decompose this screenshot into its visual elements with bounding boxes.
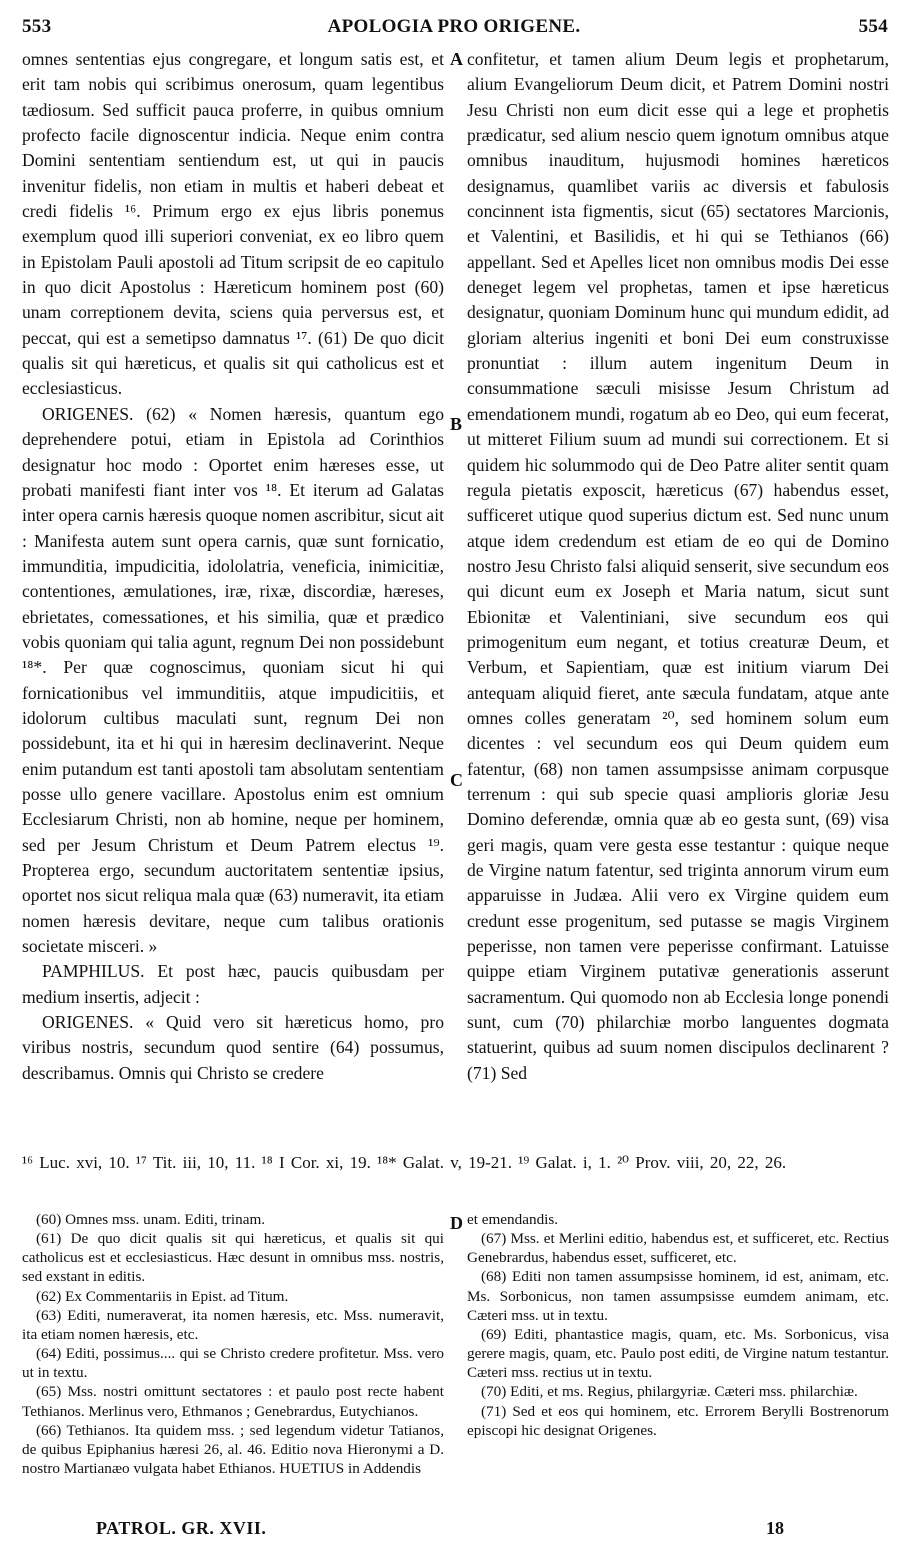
scripture-reference-line: ¹⁶ Luc. xvi, 10. ¹⁷ Tit. iii, 10, 11. ¹⁸ I Cor. xi, 19. ¹⁸* Galat. v, 19-21. ¹⁹ Galat. i, 1. ²⁰ Prov. viii, 20, 22, 26. xyxy=(22,1153,787,1172)
margin-letter: B xyxy=(450,414,463,434)
footnote: (66) Tethianos. Ita quidem mss. ; sed legendum videtur Tatianos, de quibus Epiphanius hæresi 26, al. 46. Editio nova Hieronymi a D. nostro Martianæo vulgata habet Ethianos. HUETIUS in Addendis xyxy=(22,1421,444,1478)
left-column xyxy=(22,47,444,1086)
paragraph: omnes sententias ejus congregare, et longum satis est, et erit tam nobis qui scribimus onerosum, quam legentibus tædiosum. Sed sufficit pauca proferre, in quibus omnium profecto facile dignoscentur indicia. Neque enim contra Domini sententiam sentiendum est, ut qui in paucis invenitur fidelis, non etiam in multis et haberi debeat et credi fidelis ¹⁶. Primum ergo ex ejus libris ponemus exemplum quod illi superiori conveniat, ex eo libro quem in Epistolam Pauli apostoli ad Titum scripsit de eo capitulo in quo dicit Apostolus : Hæreticum hominem post (60) unam correptionem devita, sciens quia perversus est, et peccat, qui est a semetipso damnatus ¹⁷. (61) De quo dicit qualis sit qui hæreticus, et qualis sit qui catholicus est et ecclesiasticus. xyxy=(22,49,444,399)
footnote: (60) Omnes mss. unam. Editi, trinam. xyxy=(36,1211,266,1228)
running-title: APOLOGIA PRO ORIGENE. xyxy=(327,16,581,37)
footnote: (69) Editi, phantastice magis, quam, etc. Ms. Sorbonicus, visa gerere magis, quam, etc. Paulo post editi, de Virgine natum testantur. Cæteri mss. rectius ut in textu. xyxy=(467,1325,889,1382)
paragraph: confitetur, et tamen alium Deum legis et prophetarum, alium Evangeliorum Deum dicit, et Patrem Domini nostri Jesu Christi non eum dicit esse qui a lege et prophetis prædicatur, sed alium nescio quem ignotum omnibus atque omnibus inauditum, hujusmodi homines hæreticos designamus, quamlibet variis ac diversis et fabulosis concinnent ista figmentis, sicut (65) sectatores Marcionis, et Valentini, et Basilidis, et hi qui se Tethianos (66) appellant. Sed et Apelles licet non omnibus modis Dei esse deneget legem vel prophetas, tamen et ipse hæreticus designatur, quoniam Dominum hunc qui mundum edidit, ad gloriam alterius ingeniti et boni Dei eum construxisse pronuntiat : illum autem ingenitum Deum in consummatione sæculi misisse Jesum Christum ad emendationem mundi, rogatum ab eo Deo, qui eum fecerat, ut mitteret Filium suum ad mundi sui correctionem. Et si quidem hic solummodo qui de Deo Patre aliter sentit quam regula pietatis exposcit, hæreticus (67) habendus esset, sufficeret utique quod superius dictum est. Sed nunc unum atque idem credendum est etiam de eo qui de Domino nostro Jesu Christo falsi aliquid senserit, sive secundum eos qui dicunt eum ex Joseph et Maria natum, sicut sunt Ebionitæ et Valentiniani, sive secundum eos qui primogenitum eum negant, et totius creaturæ Deum, et Verbum, et Sapientiam, quæ est initium viarum Dei antequam aliquid fieret, ante sæcula fundatam, atque ante omnes colles generatam ²⁰, sed hominem solum eum dicentes : vel secundum eos qui Deum quidem eum fatentur, (68) non tamen assumpsisse animam corpusque terrenum : qui sub specie quasi amplioris gloriæ Jesu Domino deferendæ, omnia quæ ab eo gesta sunt, (69) visa geri magis, quam vere gesta esse testantur : quique neque de Virgine natum fatentur, sed triginta annorum virum eum apparuisse in Judæa. Alii vero ex Virgine quidem eum credunt esse progenitum, sed putasse se magis Virginem peperisse, non tamen vere peperisse confirmant. Latuisse quippe etiam Virginem putativæ generationis asserunt sacramentum. Qui quomodo non ab Ecclesia longe ponendi sunt, cum (70) philarchiæ morbo languentes dogmata statuerint, quibus ad suum nomen discipulos declinarent ? (71) Sed xyxy=(467,49,889,1083)
paragraph: ORIGENES. « Quid vero sit hæreticus homo, pro viribus nostris, secundum quod sentire (64) possumus, describamus. Omnis qui Christo se credere xyxy=(22,1012,444,1083)
page-number-left: 553 xyxy=(22,16,52,37)
footnote: (63) Editi, numeraverat, ita nomen hæresis, etc. Mss. numeravit, ita etiam nomen hæresis, etc. xyxy=(22,1306,444,1343)
right-column xyxy=(467,47,889,1086)
page-number-right: 554 xyxy=(858,16,888,37)
margin-letter: C xyxy=(450,770,463,790)
footnote: (70) Editi, et ms. Regius, philargyriæ. Cæteri mss. philarchiæ. xyxy=(481,1383,858,1401)
scripture-references xyxy=(22,1151,888,1174)
footnote: (64) Editi, possimus.... qui se Christo credere profitetur. Mss. vero ut in textu. xyxy=(22,1345,444,1382)
paragraph: PAMPHILUS. Et post hæc, paucis quibusdam per medium insertis, adjecit : xyxy=(22,961,444,1007)
paragraph: ORIGENES. (62) « Nomen hæresis, quantum ego deprehendere potui, etiam in Epistola ad Corinthios designatur hoc modo : Oportet enim hæreses esse, ut probati manifesti fiant inter vos ¹⁸. Et iterum ad Galatas inter opera carnis hæresis quoque nomen ascribitur, sicut ait : Manifesta autem sunt opera carnis, quæ sunt fornicatio, immunditia, impudicitia, idololatria, veneficia, inimicitiæ, contentiones, æmulationes, iræ, rixæ, discordiæ, hæreses, ebrietates, comessationes, et his similia, quæ et prædico vobis quoniam qui talia agunt, regnum Dei non possidebunt ¹⁸*. Per quæ cognoscimus, quoniam sicut hi qui fornicationibus vel immunditiis, atque impudicitiis, et idolorum cultibus maculati sunt, regnum Dei non possidebunt, ita et hi qui in hæresim declinaverint. Neque enim putandum est tanti apostoli tam absolutam sententiam posse ullo genere vacillare. Apostolus enim est omnium Ecclesiarum Christi, non ab homine, neque per hominem, sed per Jesum Christum et Deum Patrem electus ¹⁹. Propterea ergo, secundum auctoritatem sententiæ ipsius, oportet nos sicut reliqua mala quæ (63) numeravit, ita etiam nomen hæresis devitare, neque cum talibus orationis societate misceri. » xyxy=(22,403,444,957)
footnote: (71) Sed et eos qui hominem, etc. Errorem Berylli Bostrenorum episcopi hic designat Origenes. xyxy=(467,1402,889,1439)
margin-letter: A xyxy=(450,49,463,69)
footnote: (65) Mss. nostri omittunt sectatores : et paulo post recte habent Tethianos. Merlinus vero, Ethmanos ; Genebrardus, Eutychianos. xyxy=(22,1383,444,1420)
footnote: (62) Ex Commentariis in Epist. ad Titum. xyxy=(36,1287,289,1305)
footnote: (67) Mss. et Merlini editio, habendus est, et sufficeret, etc. Rectius Genebrardus, habendus esset, sufficeret, etc. xyxy=(467,1230,889,1267)
notes-right-column xyxy=(467,1210,889,1440)
notes-left-column xyxy=(22,1210,444,1478)
footer-volume: PATROL. GR. XVII. xyxy=(96,1518,267,1538)
footer-signature: 18 xyxy=(766,1518,784,1538)
margin-letter: D xyxy=(450,1213,463,1233)
running-header xyxy=(0,16,908,40)
footnote: (61) De quo dicit qualis sit qui hæreticus, et qualis sit qui catholicus est et ecclesiasticus. Hæc desunt in omnibus mss. nostris, sed exstant in editis. xyxy=(22,1230,444,1286)
footnote: et emendandis. xyxy=(467,1211,559,1228)
footnote: (68) Editi non tamen assumpsisse hominem, id est, animam, etc. Ms. Sorbonicus, non tamen assumpsisse eumdem animam, etc. Cæteri mss. ut in textu. xyxy=(467,1268,889,1324)
